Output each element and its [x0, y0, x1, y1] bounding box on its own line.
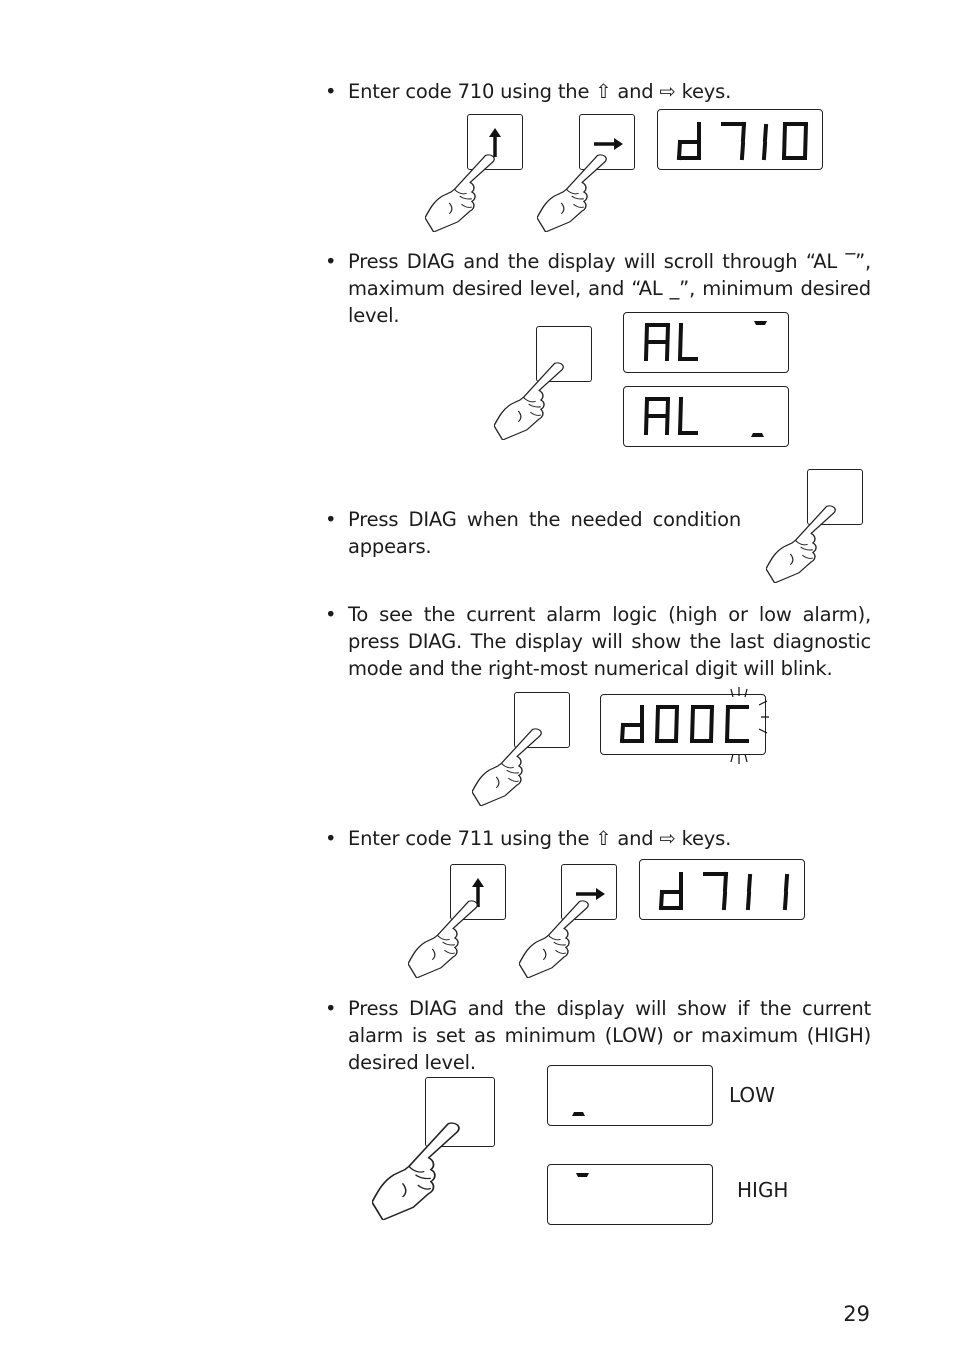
high-label: HIGH — [737, 1178, 789, 1202]
step-1-text: Enter code 710 using the ⇧ and ⇨ keys. — [348, 80, 732, 103]
bullet-dot: • — [325, 603, 337, 626]
hand-pointer-icon — [519, 900, 597, 978]
bullet-dot: • — [325, 508, 337, 531]
step-6-text: Press DIAG and the display will show if the current alarm is set as minimum (LOW) or maximum (HIGH) desired level. — [348, 997, 871, 1074]
lcd-display-low — [547, 1065, 713, 1126]
step-6 — [325, 995, 871, 1076]
lcd-segments-d710 — [658, 110, 824, 171]
lcd-segments-high — [548, 1165, 714, 1226]
step-3 — [325, 506, 741, 560]
step-5-text: Enter code 711 using the ⇧ and ⇨ keys. — [348, 827, 732, 850]
page-number: 29 — [843, 1302, 870, 1326]
bullet-dot: • — [325, 997, 337, 1020]
hand-pointer-icon — [425, 154, 503, 232]
step-4 — [325, 601, 871, 682]
lcd-display-al-high — [623, 312, 789, 373]
hand-pointer-icon — [766, 505, 844, 583]
lcd-segments-d711 — [640, 860, 806, 921]
hand-pointer-icon — [472, 728, 550, 806]
lcd-display-d00c — [600, 694, 766, 755]
lcd-display-high — [547, 1164, 713, 1225]
hand-pointer-icon — [372, 1122, 470, 1220]
lcd-display-al-low — [623, 386, 789, 447]
bullet-dot: • — [325, 250, 337, 273]
lcd-segments-al-low — [624, 387, 790, 448]
lcd-display-d710 — [657, 109, 823, 170]
lcd-segments-al-high — [624, 313, 790, 374]
hand-pointer-icon — [537, 154, 615, 232]
hand-pointer-icon — [494, 362, 572, 440]
bullet-dot: • — [325, 80, 337, 103]
hand-pointer-icon — [408, 900, 486, 978]
step-3-text: Press DIAG when the needed condition appears. — [348, 508, 741, 558]
lcd-display-d711 — [639, 859, 805, 920]
step-5 — [325, 825, 871, 852]
lcd-segments-low — [548, 1066, 714, 1127]
step-4-text: To see the current alarm logic (high or low alarm), press DIAG. The display will show the last diagnostic mode and the right-most numerical digit will blink. — [348, 603, 871, 680]
step-1 — [325, 78, 871, 105]
bullet-dot: • — [325, 827, 337, 850]
low-label: LOW — [729, 1083, 775, 1107]
blink-rays-icon — [709, 687, 769, 764]
step-2-text: Press DIAG and the display will scroll through “AL ‾”, maximum desired level, and “AL _”, minimum desired level. — [348, 250, 871, 327]
